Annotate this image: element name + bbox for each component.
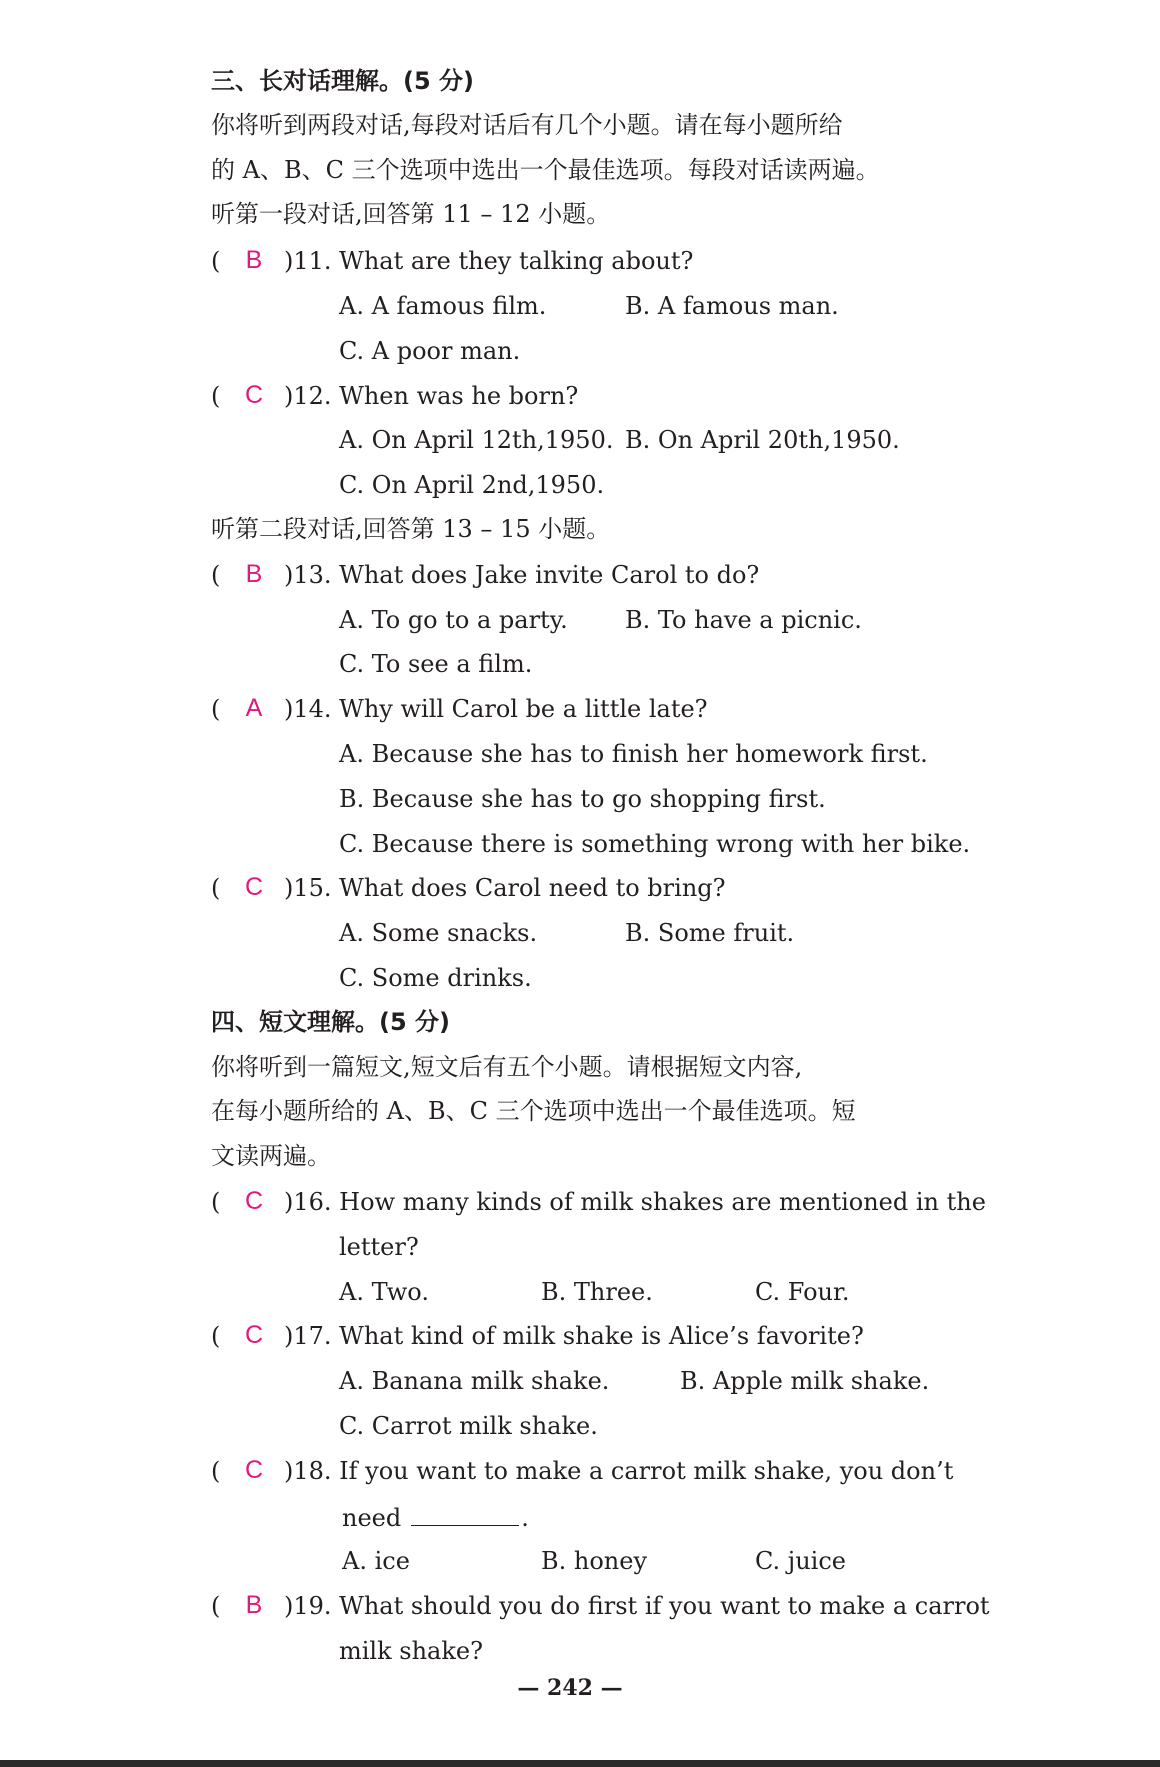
option-b: B. On April 20th,1950. [625, 426, 900, 454]
option-a: A. Banana milk shake. [339, 1367, 610, 1395]
question-text-continued: milk shake? [339, 1637, 483, 1665]
answer-paren: ( [211, 382, 221, 410]
option-c: C. Because there is something wrong with her bike. [339, 830, 971, 858]
answer-paren: ( [211, 561, 221, 589]
question-text-continued: letter? [339, 1233, 419, 1261]
period: . [521, 1504, 529, 1532]
option-a: A. To go to a party. [339, 606, 568, 634]
answer-mark: C [244, 873, 264, 901]
answer-mark: B [245, 246, 263, 274]
option-c: C. On April 2nd,1950. [339, 471, 605, 499]
option-a: A. ice [342, 1547, 410, 1575]
page-number: — 242 — [517, 1675, 623, 1701]
question-text-need: need [342, 1504, 402, 1532]
question-text: )14. Why will Carol be a little late? [284, 695, 708, 723]
option-b: B. Apple milk shake. [680, 1367, 930, 1395]
option-b: B. A famous man. [625, 292, 839, 320]
question-text: )18. If you want to make a carrot milk shake, you don’t [284, 1457, 954, 1485]
option-a: A. Some snacks. [339, 919, 538, 947]
option-b: B. Because she has to go shopping first. [339, 785, 826, 813]
answer-mark: C [244, 1187, 264, 1215]
question-text: )13. What does Jake invite Carol to do? [284, 561, 760, 589]
answer-paren: ( [211, 1188, 221, 1216]
section-3-heading: 三、长对话理解。(5 分) [211, 67, 474, 95]
option-b: B. Three. [541, 1278, 653, 1306]
option-c: C. Some drinks. [339, 964, 532, 992]
answer-paren: ( [211, 1322, 221, 1350]
section-4-instructions-line-3: 文读两遍。 [211, 1142, 331, 1170]
answer-mark: A [245, 694, 263, 722]
dialog-2-instruction: 听第二段对话,回答第 13 – 15 小题。 [211, 515, 611, 543]
answer-mark: C [244, 1456, 264, 1484]
section-3-instructions-line-1: 你将听到两段对话,每段对话后有几个小题。请在每小题所给 [211, 111, 843, 139]
option-b: B. honey [541, 1547, 648, 1575]
option-a: A. A famous film. [339, 292, 547, 320]
answer-mark: C [244, 1321, 264, 1349]
option-a: A. On April 12th,1950. [339, 426, 614, 454]
option-b: B. To have a picnic. [625, 606, 862, 634]
answer-paren: ( [211, 874, 221, 902]
option-a: A. Two. [339, 1278, 429, 1306]
answer-paren: ( [211, 247, 221, 275]
section-3-instructions-line-2: 的 A、B、C 三个选项中选出一个最佳选项。每段对话读两遍。 [211, 156, 880, 184]
option-a: A. Because she has to finish her homework first. [339, 740, 928, 768]
question-text: )15. What does Carol need to bring? [284, 874, 726, 902]
option-c: C. Carrot milk shake. [339, 1412, 598, 1440]
option-b: B. Some fruit. [625, 919, 795, 947]
answer-paren: ( [211, 1457, 221, 1485]
bottom-edge-bar [0, 1760, 1160, 1767]
answer-paren: ( [211, 1592, 221, 1620]
section-4-instructions-line-1: 你将听到一篇短文,短文后有五个小题。请根据短文内容, [211, 1053, 803, 1081]
answer-mark: B [245, 560, 263, 588]
question-text: )11. What are they talking about? [284, 247, 694, 275]
section-4-instructions-line-2: 在每小题所给的 A、B、C 三个选项中选出一个最佳选项。短 [211, 1097, 856, 1125]
answer-mark: C [244, 381, 264, 409]
question-text: )16. How many kinds of milk shakes are mentioned in the [284, 1188, 986, 1216]
dialog-1-instruction: 听第一段对话,回答第 11 – 12 小题。 [211, 200, 611, 228]
question-text-continued [342, 1501, 529, 1533]
question-text: )17. What kind of milk shake is Alice’s favorite? [284, 1322, 864, 1350]
question-text: )19. What should you do first if you want to make a carrot [284, 1592, 990, 1620]
answer-blank [411, 1501, 519, 1526]
option-c: C. Four. [755, 1278, 850, 1306]
answer-paren: ( [211, 695, 221, 723]
answer-mark: B [245, 1591, 263, 1619]
option-c: C. juice [755, 1547, 846, 1575]
section-4-heading: 四、短文理解。(5 分) [211, 1008, 450, 1036]
option-c: C. A poor man. [339, 337, 521, 365]
question-text: )12. When was he born? [284, 382, 579, 410]
option-c: C. To see a film. [339, 650, 533, 678]
